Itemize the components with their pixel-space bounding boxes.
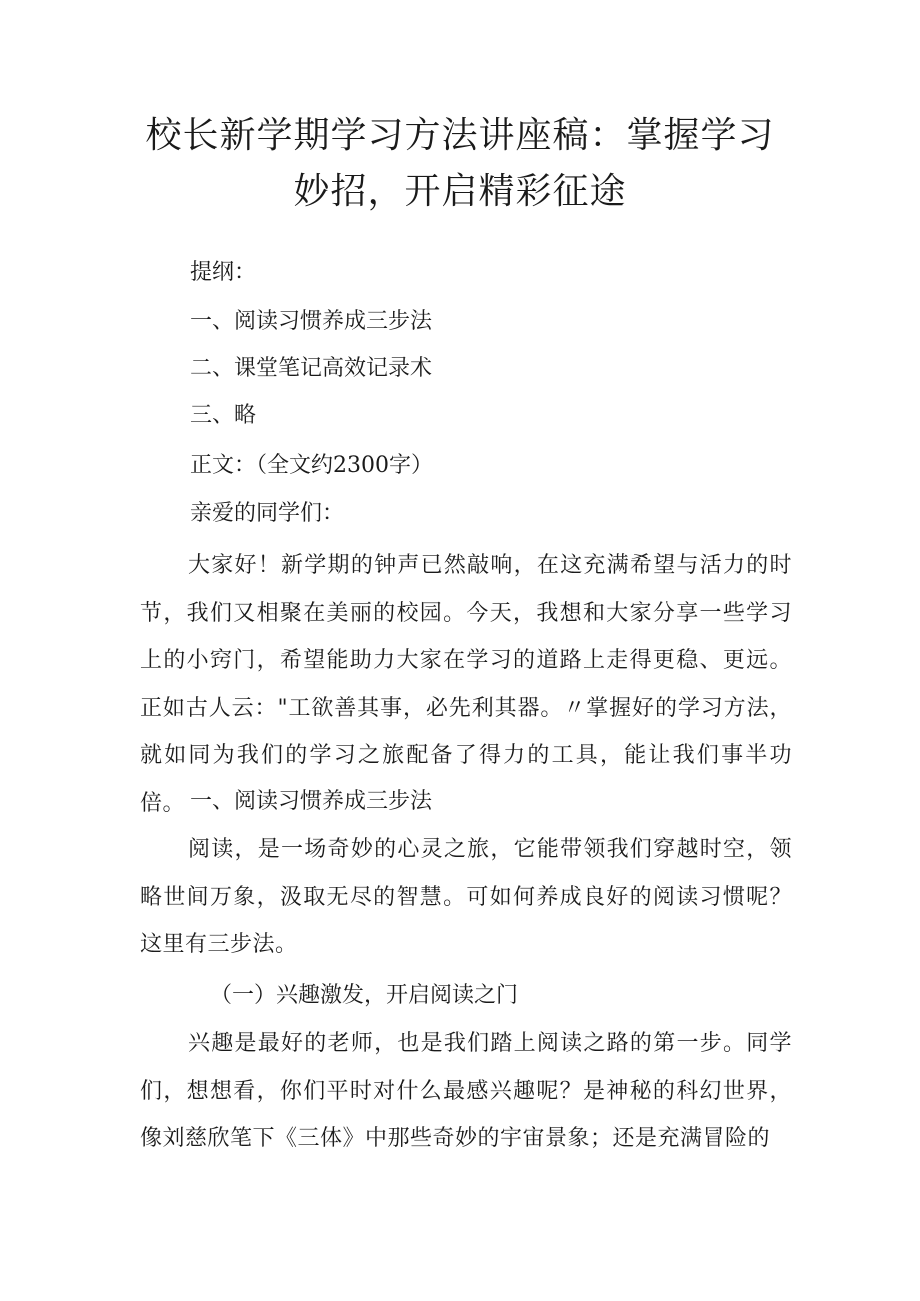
outline-item-1: 一、阅读习惯养成三步法	[190, 309, 433, 334]
subsection-1-paragraph: 兴趣是最好的老师，也是我们踏上阅读之路的第一步。同学们，想想看，你们平时对什么最感兴趣呢？是神秘的科幻世界，像刘慈欣笔下《三体》中那些奇妙的宇宙景象；还是充满冒险的	[140, 1031, 792, 1151]
section-1-heading: 一、阅读习惯养成三步法	[190, 789, 433, 814]
greeting: 亲爱的同学们：	[190, 501, 345, 526]
body-label: 正文：（全文约2300字）	[190, 453, 433, 478]
outline-label: 提纲：	[190, 260, 257, 285]
document-title: 校长新学期学习方法讲座稿：掌握学习妙招，开启精彩征途	[145, 115, 775, 212]
subsection-1-heading: （一）兴趣激发，开启阅读之门	[210, 983, 519, 1008]
outline-item-3: 三、略	[190, 403, 257, 428]
outline-item-2: 二、课堂笔记高效记录术	[190, 356, 433, 381]
intro-paragraph: 大家好！新学期的钟声已然敲响，在这充满希望与活力的时节，我们又相聚在美丽的校园。今天，我想和大家分享一些学习上的小窍门，希望能助力大家在学习的道路上走得更稳、更远。正如古人云："工欲善其事，必先利其器。〃掌握好的学习方法，就如同为我们的学习之旅配备了得力的工具，能让我们事半功倍。	[140, 553, 792, 816]
section-1-paragraph: 阅读，是一场奇妙的心灵之旅，它能带领我们穿越时空，领略世间万象，汲取无尽的智慧。可如何养成良好的阅读习惯呢？这里有三步法。	[140, 837, 792, 957]
